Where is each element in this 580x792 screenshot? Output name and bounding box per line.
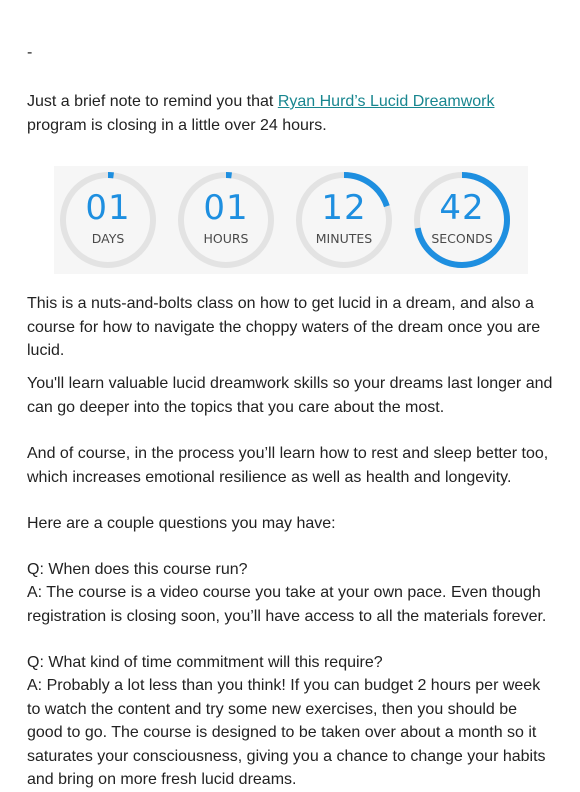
- hours-label: HOURS: [203, 231, 249, 246]
- minutes-value: 12: [321, 188, 367, 228]
- lucid-dreamwork-link[interactable]: Ryan Hurd’s Lucid Dreamwork: [277, 93, 495, 110]
- reminder-suffix: program is closing in a little over 24 hours.: [27, 116, 327, 134]
- sleep-paragraph: And of course, in the process you’ll learn how to rest and sleep better too, which increases emotional resilience as well as health and longevity.: [27, 445, 549, 486]
- seconds-label: SECONDS: [431, 231, 493, 246]
- days-value: 01: [85, 188, 131, 228]
- faq-question: Q: When does this course run?: [27, 561, 248, 578]
- skills-paragraph: You'll learn valuable lucid dreamwork skills so your dreams last longer and can go deeper into the topics that you care about the most.: [27, 375, 553, 416]
- reminder-prefix: Just a brief note to remind you that: [27, 93, 278, 110]
- countdown-hours: [176, 170, 276, 270]
- faq-answer: A: Probably a lot less than you think! If you can budget 2 hours per week to watch the content and try some new exercises, then you should be good to go. The course is designed to be taken over about a month so it saturates your consciousness, giving you a chance to change your habits and bring on more fresh lucid dreams.: [27, 677, 546, 788]
- separator-dash: -: [27, 44, 33, 61]
- days-label: DAYS: [91, 231, 125, 246]
- countdown-minutes: [294, 170, 394, 270]
- hours-value: 01: [203, 188, 249, 228]
- countdown-seconds: [412, 170, 512, 270]
- questions-intro: Here are a couple questions you may have:: [27, 515, 336, 532]
- faq-answer: A: The course is a video course you take at your own pace. Even though registration is closing soon, you’ll have access to all the materials forever.: [27, 584, 547, 625]
- countdown-timer: [54, 166, 528, 274]
- faq-question: Q: What kind of time commitment will this require?: [27, 654, 383, 671]
- intro-paragraph: This is a nuts-and-bolts class on how to get lucid in a dream, and also a course for how to navigate the choppy waters of the dream once you are lucid.: [27, 295, 541, 359]
- countdown-days: [58, 170, 158, 270]
- seconds-value: 42: [439, 188, 485, 228]
- reminder-paragraph: [27, 90, 557, 137]
- minutes-label: MINUTES: [315, 231, 373, 246]
